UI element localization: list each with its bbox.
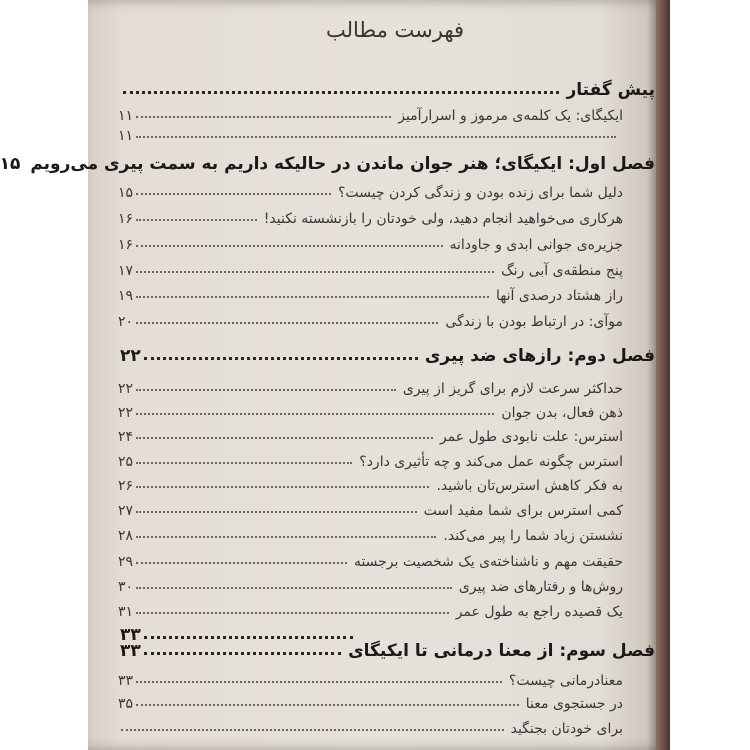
toc-page-number: ۳۵ [118, 696, 134, 712]
toc-entry-row [118, 177, 623, 201]
toc-entry-title: فصل دوم: رازهای ضد پیری [424, 346, 655, 366]
dot-leader [136, 271, 494, 273]
toc-entry-title: روش‌ها و رفتارهای ضد پیری [458, 579, 623, 595]
toc-page-number: ۲۲ [118, 381, 134, 397]
toc-chapter-row [120, 637, 655, 661]
toc-page-number: ۱۱ [118, 128, 134, 144]
toc-entry-title: پیش گفتار [566, 80, 655, 100]
toc-entry-title: استرس چگونه عمل می‌کند و چه تأثیری دارد؟ [359, 454, 623, 470]
dot-leader [136, 437, 433, 439]
toc-page-number: ۲۴ [118, 429, 134, 445]
toc-entry-title: راز هشتاد درصدی آنها [495, 288, 623, 304]
toc-entry-title: یک قصیده راجع به طول عمر [455, 604, 623, 620]
dot-leader [136, 136, 616, 138]
dot-leader [136, 587, 452, 589]
dot-leader [136, 486, 429, 488]
dot-leader [136, 536, 436, 538]
toc-entry-title: پنج منطقه‌ی آبی رنگ [501, 263, 623, 279]
toc-page-number: ۱۵ [0, 154, 21, 174]
toc-page-number: ۳۳ [120, 625, 141, 645]
toc-entry-row [118, 470, 623, 494]
dot-leader [136, 245, 442, 247]
toc-page-number: ۲۰ [118, 314, 134, 330]
toc-entry-row [118, 421, 623, 445]
dot-leader [136, 322, 438, 324]
toc-chapter-row [120, 342, 655, 366]
toc-entry-row [118, 306, 623, 330]
toc-page-number: ۲۷ [118, 503, 134, 519]
toc-entry-row [118, 373, 623, 397]
dot-leader [136, 681, 502, 683]
toc-entry-title: دلیل شما برای زنده بودن و زندگی کردن چیست؟ [337, 185, 623, 201]
toc-page-number: ۲۲ [118, 405, 134, 421]
toc-entry-row [118, 120, 623, 144]
toc-page-number: ۳۰ [118, 579, 134, 595]
dot-leader [136, 612, 449, 614]
toc-entry-title: حقیقت مهم و ناشناخته‌ی یک شخصیت برجسته [353, 554, 623, 570]
toc-page-number: ۳۱ [118, 604, 134, 620]
toc-entry-title: در جستجوی معنا [525, 696, 623, 712]
toc-chapter-row [0, 150, 655, 174]
dot-leader [136, 219, 257, 221]
dot-leader [136, 116, 391, 118]
toc-entry-title: به فکر کاهش استرس‌تان باشید. [436, 478, 623, 494]
toc-page-number: ۲۹ [118, 554, 134, 570]
toc-page-number: ۱۶ [118, 211, 134, 227]
toc-page-number: ۳۳ [120, 641, 141, 661]
toc-entry-title: جزیره‌ی جوانی ابدی و جاودانه [449, 237, 623, 253]
toc-page-number: ۱۷ [118, 263, 134, 279]
dot-leader [136, 296, 489, 298]
toc-entry-row [118, 255, 623, 279]
toc-entry-row [118, 397, 623, 421]
dot-leader [144, 652, 341, 655]
toc-page-number: ۲۵ [118, 454, 134, 470]
toc-page-number: ۱۵ [118, 185, 134, 201]
toc-entry-title: فصل اول: ایکیگای؛ هنر جوان ماندن در حالیکه داریم به سمت پیری می‌رویم [30, 154, 655, 174]
dot-leader [121, 729, 504, 731]
dot-leader [136, 413, 494, 415]
toc-entry-row [118, 546, 623, 570]
toc-page-number: ۲۸ [118, 528, 134, 544]
toc-entry-title: استرس: علت نابودی طول عمر [439, 429, 623, 445]
toc-entry-row [118, 596, 623, 620]
toc-page-number: ۱۶ [118, 237, 134, 253]
toc-page-number: ۲۲ [120, 346, 141, 366]
toc-entry-row [118, 688, 623, 712]
toc-entry-row [118, 713, 623, 737]
toc-entry-title: حداکثر سرعت لازم برای گریز از پیری [402, 381, 623, 397]
toc-entry-row [118, 495, 623, 519]
toc-entry-title: معنادرمانی چیست؟ [508, 673, 623, 689]
toc-page-number: ۲۶ [118, 478, 134, 494]
toc-entry-title: ایکیگای: یک کلمه‌ی مرموز و اسرارآمیز [398, 108, 623, 124]
toc-entry-title: ذهن فعال، بدن جوان [501, 405, 623, 421]
dot-leader [144, 357, 418, 360]
toc-entry-row [118, 520, 623, 544]
toc-entry-row [118, 446, 623, 470]
toc-chapter-row [120, 76, 655, 100]
dot-leader [136, 511, 417, 513]
dot-leader [123, 91, 559, 94]
toc-entry-title: کمی استرس برای شما مفید است [423, 503, 623, 519]
toc-entry-row [118, 280, 623, 304]
toc-entry-row [118, 203, 623, 227]
toc-page-number: ۱۱ [118, 108, 134, 124]
dot-leader [136, 704, 519, 706]
dot-leader [136, 462, 352, 464]
page-title: فهرست مطالب [325, 18, 465, 42]
dot-leader [136, 562, 347, 564]
toc-entry-title: فصل سوم: از معنا درمانی تا ایکیگای [348, 641, 655, 661]
toc-entry-title: نشستن زیاد شما را پیر می‌کند. [443, 528, 623, 544]
dot-leader [136, 389, 396, 391]
toc-page-number: ۱۹ [118, 288, 134, 304]
toc-page-number: ۳۳ [118, 673, 134, 689]
toc-entry-title: هرکاری می‌خواهید انجام دهید، ولی خودتان را بازنشسته نکنید! [263, 211, 623, 227]
toc-entry-row [118, 571, 623, 595]
toc-entry-row [118, 665, 623, 689]
toc-entry-title: موآی: در ارتباط بودن با زندگی [445, 314, 623, 330]
dot-leader [136, 193, 331, 195]
toc-entry-row [118, 229, 623, 253]
toc-entry-title: برای خودتان بجنگید [510, 721, 623, 737]
